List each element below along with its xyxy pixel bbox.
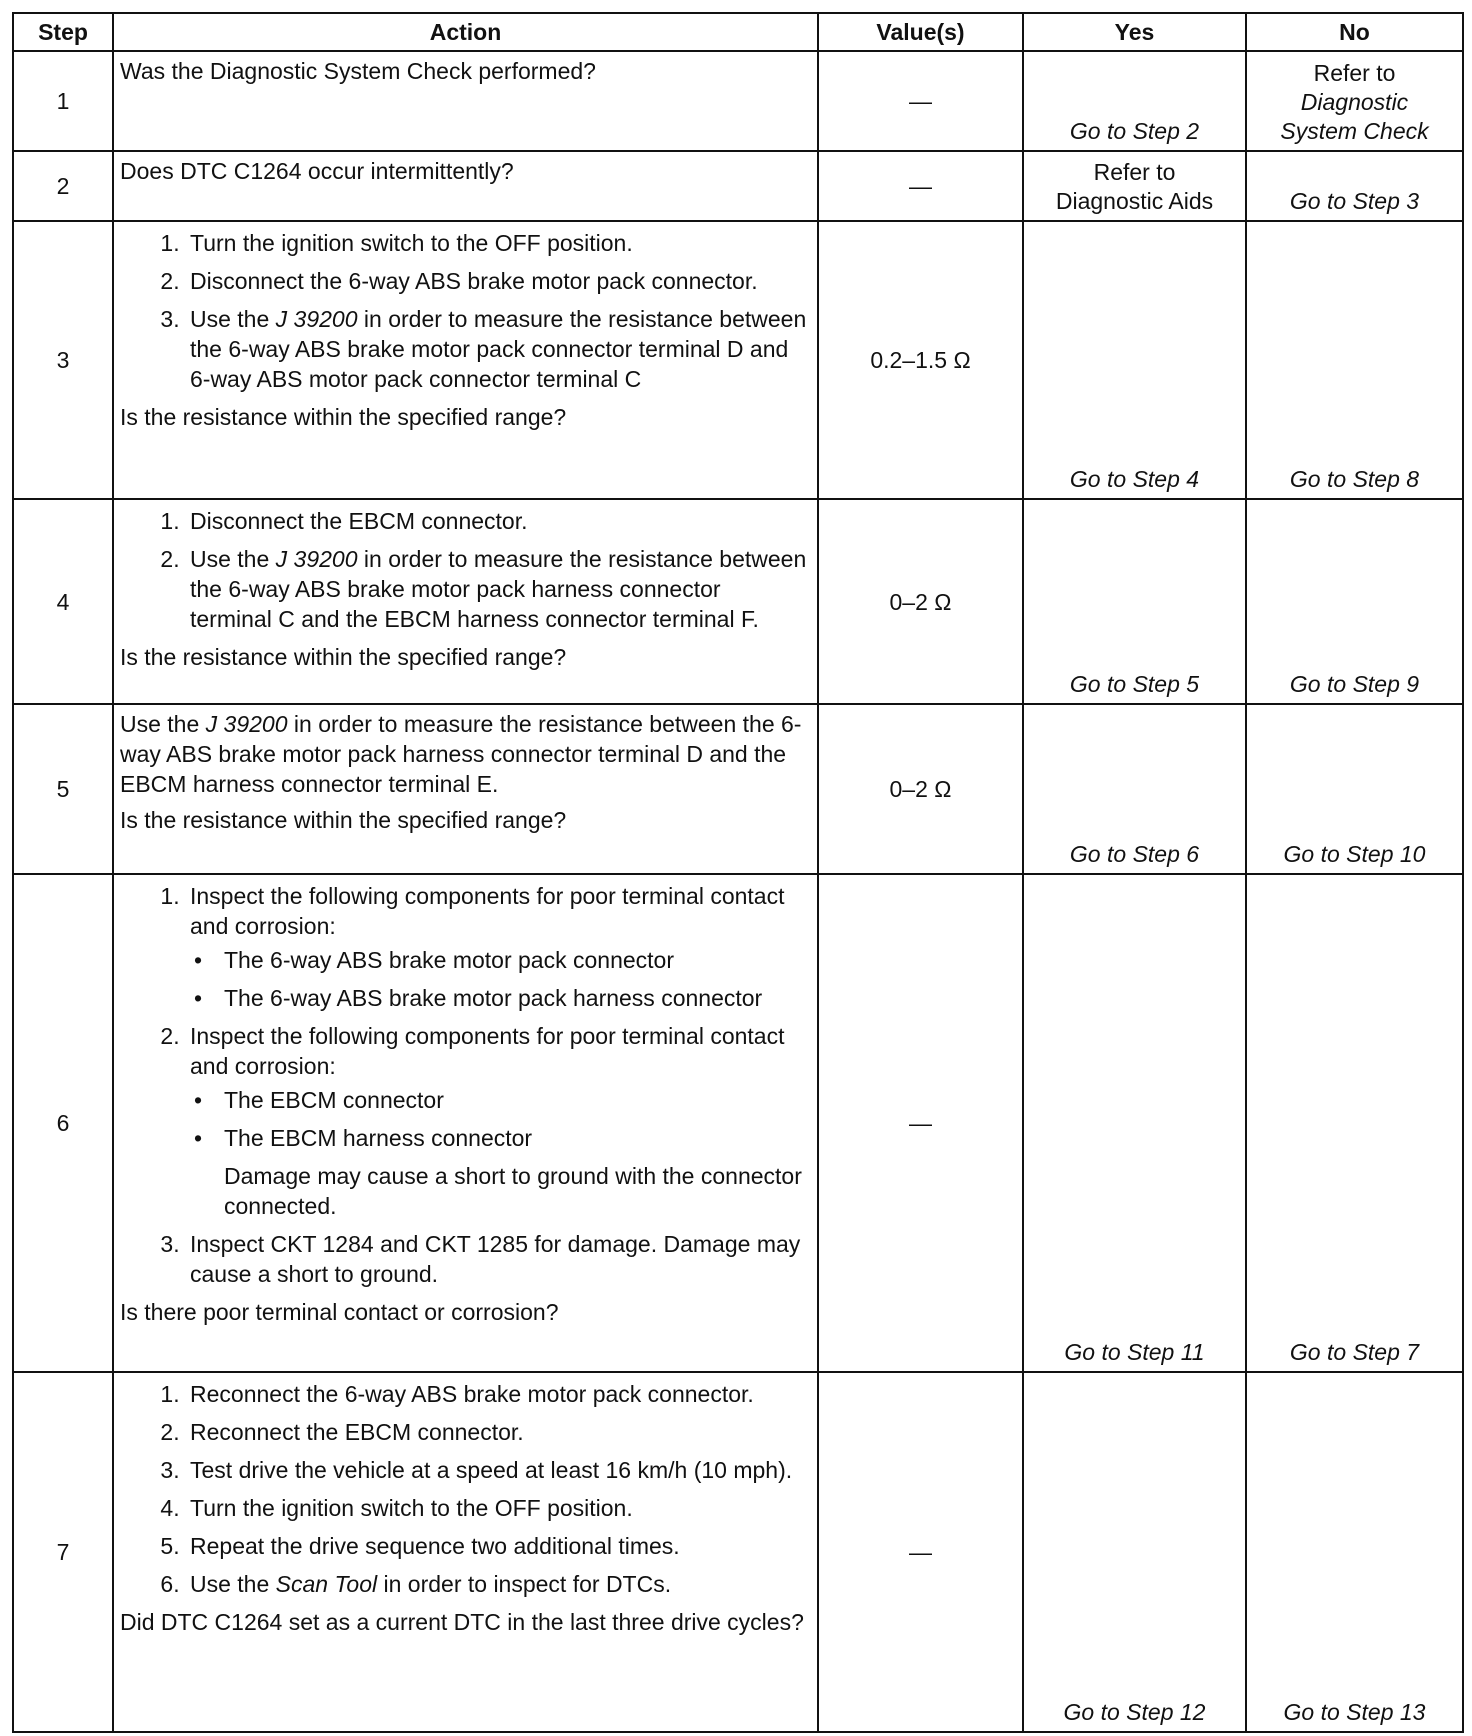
header-row — [13, 13, 1463, 51]
action-cell — [113, 221, 818, 499]
no-cell: Go to Step 8 — [1246, 221, 1463, 499]
value-cell: — — [818, 51, 1023, 151]
value-cell: — — [818, 874, 1023, 1372]
yes-line: Refer to — [1093, 159, 1176, 185]
action-item: 1. Turn the ignition switch to the OFF position. — [186, 228, 807, 258]
header-no: No — [1246, 13, 1463, 51]
action-text: Was the Diagnostic System Check performed? — [120, 58, 596, 84]
bullet-item: • The 6-way ABS brake motor pack harness connector — [190, 983, 807, 1013]
header-yes: Yes — [1023, 13, 1246, 51]
no-cell — [1246, 51, 1463, 151]
action-cell — [113, 874, 818, 1372]
note-text: Damage may cause a short to ground with the connector connected. — [224, 1163, 802, 1219]
step-number: 1 — [13, 51, 113, 151]
action-steps — [120, 506, 807, 634]
action-question: Is the resistance within the specified range? — [120, 404, 567, 430]
yes-cell: Go to Step 12 — [1023, 1372, 1246, 1732]
tool-name: J 39200 — [275, 546, 358, 572]
value-cell: 0.2–1.5 Ω — [818, 221, 1023, 499]
step-number: 7 — [13, 1372, 113, 1732]
action-item: 2. Inspect the following components for poor terminal contact and corrosion: • The EBCM connector • The EBCM harness connector Damage may cause a short to ground with the connector connected. — [186, 1021, 807, 1221]
step-number: 6 — [13, 874, 113, 1372]
yes-line: Diagnostic Aids — [1055, 188, 1214, 214]
table-row — [13, 499, 1463, 704]
no-cell: Go to Step 3 — [1246, 151, 1463, 221]
tool-name: J 39200 — [275, 306, 358, 332]
step-number: 4 — [13, 499, 113, 704]
action-cell — [113, 499, 818, 704]
header-step: Step — [13, 13, 113, 51]
no-line: Diagnostic — [1300, 89, 1409, 115]
action-text: Use the J 39200 in order to measure the resistance between the 6-way ABS brake motor pack harness connector terminal D and the EBCM harness connector terminal E. — [120, 711, 802, 797]
step-number: 5 — [13, 704, 113, 874]
action-item: 1. Inspect the following components for poor terminal contact and corrosion: • The 6-way ABS brake motor pack connector • The 6-way ABS brake motor pack harness connector — [186, 881, 807, 1013]
action-item: 3. Use the J 39200 in order to measure the resistance between the 6-way ABS brake motor pack connector terminal D and 6-way ABS motor pack connector terminal C — [186, 304, 807, 394]
action-cell — [113, 1372, 818, 1732]
action-item: 6. Use the Scan Tool in order to inspect for DTCs. — [186, 1569, 807, 1599]
yes-cell: Go to Step 2 — [1023, 51, 1246, 151]
action-item: 3. Inspect CKT 1284 and CKT 1285 for damage. Damage may cause a short to ground. — [186, 1229, 807, 1289]
value-cell: — — [818, 1372, 1023, 1732]
step-number: 2 — [13, 151, 113, 221]
action-question: Is there poor terminal contact or corrosion? — [120, 1299, 559, 1325]
action-item: 2. Reconnect the EBCM connector. — [186, 1417, 807, 1447]
header-action: Action — [113, 13, 818, 51]
no-cell: Go to Step 9 — [1246, 499, 1463, 704]
action-item: 2. Disconnect the 6-way ABS brake motor pack connector. — [186, 266, 807, 296]
bullet-item: • The EBCM harness connector — [190, 1123, 807, 1153]
no-cell: Go to Step 13 — [1246, 1372, 1463, 1732]
bullet-item: • The 6-way ABS brake motor pack connector — [190, 945, 807, 975]
action-item: 1. Disconnect the EBCM connector. — [186, 506, 807, 536]
diagnostic-table — [12, 12, 1464, 1733]
table-row — [13, 1372, 1463, 1732]
action-cell — [113, 151, 818, 221]
action-item: 1. Reconnect the 6-way ABS brake motor pack connector. — [186, 1379, 807, 1409]
action-item: 3. Test drive the vehicle at a speed at least 16 km/h (10 mph). — [186, 1455, 807, 1485]
value-cell: 0–2 Ω — [818, 704, 1023, 874]
action-question: Is the resistance within the specified range? — [120, 807, 567, 833]
step-number: 3 — [13, 221, 113, 499]
yes-cell: Go to Step 4 — [1023, 221, 1246, 499]
action-steps — [120, 1379, 807, 1599]
no-line: System Check — [1280, 118, 1429, 144]
value-cell: — — [818, 151, 1023, 221]
yes-cell: Go to Step 11 — [1023, 874, 1246, 1372]
table-row — [13, 874, 1463, 1372]
no-line: Refer to — [1313, 60, 1396, 86]
yes-cell: Go to Step 6 — [1023, 704, 1246, 874]
bullet-list — [190, 945, 807, 1013]
value-cell: 0–2 Ω — [818, 499, 1023, 704]
tool-name: J 39200 — [205, 711, 288, 737]
bullet-item: • The EBCM connector — [190, 1085, 807, 1115]
action-steps — [120, 881, 807, 1289]
action-item: 2. Use the J 39200 in order to measure the resistance between the 6-way ABS brake motor pack harness connector terminal C and the EBCM harness connector terminal F. — [186, 544, 807, 634]
action-cell — [113, 51, 818, 151]
no-cell: Go to Step 7 — [1246, 874, 1463, 1372]
tool-name: Scan Tool — [275, 1571, 378, 1597]
yes-cell — [1023, 151, 1246, 221]
table-row — [13, 221, 1463, 499]
action-item: 5. Repeat the drive sequence two additional times. — [186, 1531, 807, 1561]
table-row — [13, 51, 1463, 151]
action-question: Did DTC C1264 set as a current DTC in the last three drive cycles? — [120, 1609, 804, 1635]
action-item: 4. Turn the ignition switch to the OFF position. — [186, 1493, 807, 1523]
action-text: Does DTC C1264 occur intermittently? — [120, 158, 514, 184]
no-cell: Go to Step 10 — [1246, 704, 1463, 874]
table-row — [13, 704, 1463, 874]
header-values: Value(s) — [818, 13, 1023, 51]
action-cell — [113, 704, 818, 874]
yes-cell: Go to Step 5 — [1023, 499, 1246, 704]
table-row — [13, 151, 1463, 221]
bullet-list — [190, 1085, 807, 1153]
action-question: Is the resistance within the specified range? — [120, 644, 567, 670]
action-steps — [120, 228, 807, 394]
